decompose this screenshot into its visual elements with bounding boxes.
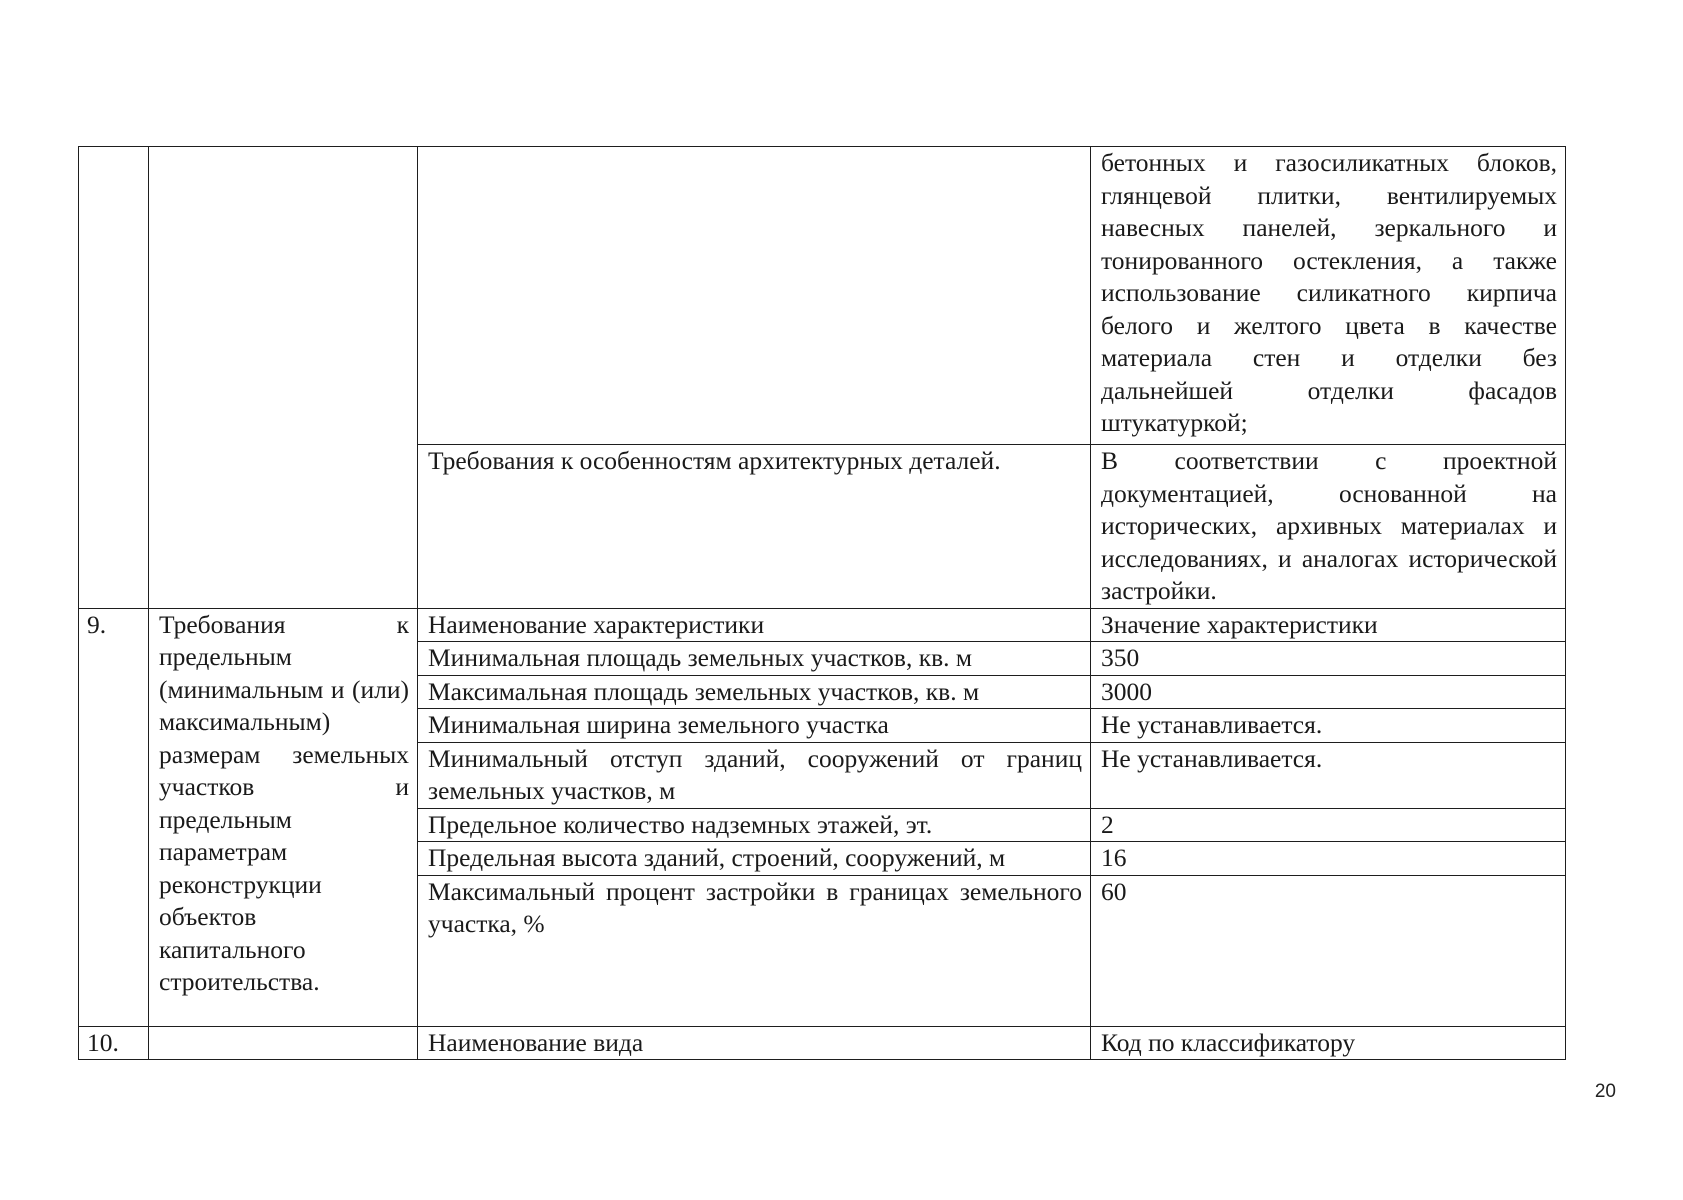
characteristic-header: Наименование характеристики [418,608,1091,642]
value-header: Значение характеристики [1091,608,1566,642]
characteristic-cell [418,147,1091,445]
characteristic-value: 16 [1091,842,1566,876]
row-number-cell [79,147,149,609]
characteristic-value: Не устанавливается. [1091,709,1566,743]
requirements-table [78,146,1566,1060]
characteristic-label: Минимальный отступ зданий, сооружений от границ земельных участков, м [418,742,1091,808]
characteristic-header: Наименование вида [418,1026,1091,1060]
row-number: 10. [79,1026,149,1060]
table-row [79,147,1566,445]
page-number: 20 [1594,1081,1616,1102]
characteristic-label: Минимальная ширина земельного участка [418,709,1091,743]
arch-details-value: В соответствии с проектной документацией, основанной на исторических, архивных материалах и исследованиях, и аналогах исторической застройки. [1091,445,1566,609]
characteristic-value: 2 [1091,808,1566,842]
table-row [79,1026,1566,1060]
characteristic-label: Максимальная площадь земельных участков, кв. м [418,675,1091,709]
characteristic-value: 350 [1091,642,1566,676]
arch-details-label: Требования к особенностям архитектурных деталей. [418,445,1091,609]
characteristic-label: Предельная высота зданий, строений, сооружений, м [418,842,1091,876]
characteristic-value: 60 [1091,875,1566,1026]
characteristic-value: Не устанавливается. [1091,742,1566,808]
materials-text: бетонных и газосиликатных блоков, глянцевой плитки, вентилируемых навесных панелей, зеркального и тонированного остекления, а также использование силикатного кирпича белого и желтого цвета в качестве материала стен и отделки без дальнейшей отделки фасадов штукатуркой; [1091,147,1566,445]
characteristic-value: 3000 [1091,675,1566,709]
row-number: 9. [79,608,149,1026]
table-row [79,608,1566,642]
characteristic-label: Предельное количество надземных этажей, эт. [418,808,1091,842]
value-header: Код по классификатору [1091,1026,1566,1060]
row-title [149,1026,418,1060]
row-title: Требования к предельным (минимальным и (или) максимальным) размерам земельных участков и предельным параметрам реконструкции объектов капитального строительства. [149,608,418,1026]
row-title-cell [149,147,418,609]
characteristic-label: Минимальная площадь земельных участков, кв. м [418,642,1091,676]
characteristic-label: Максимальный процент застройки в границах земельного участка, % [418,875,1091,1026]
